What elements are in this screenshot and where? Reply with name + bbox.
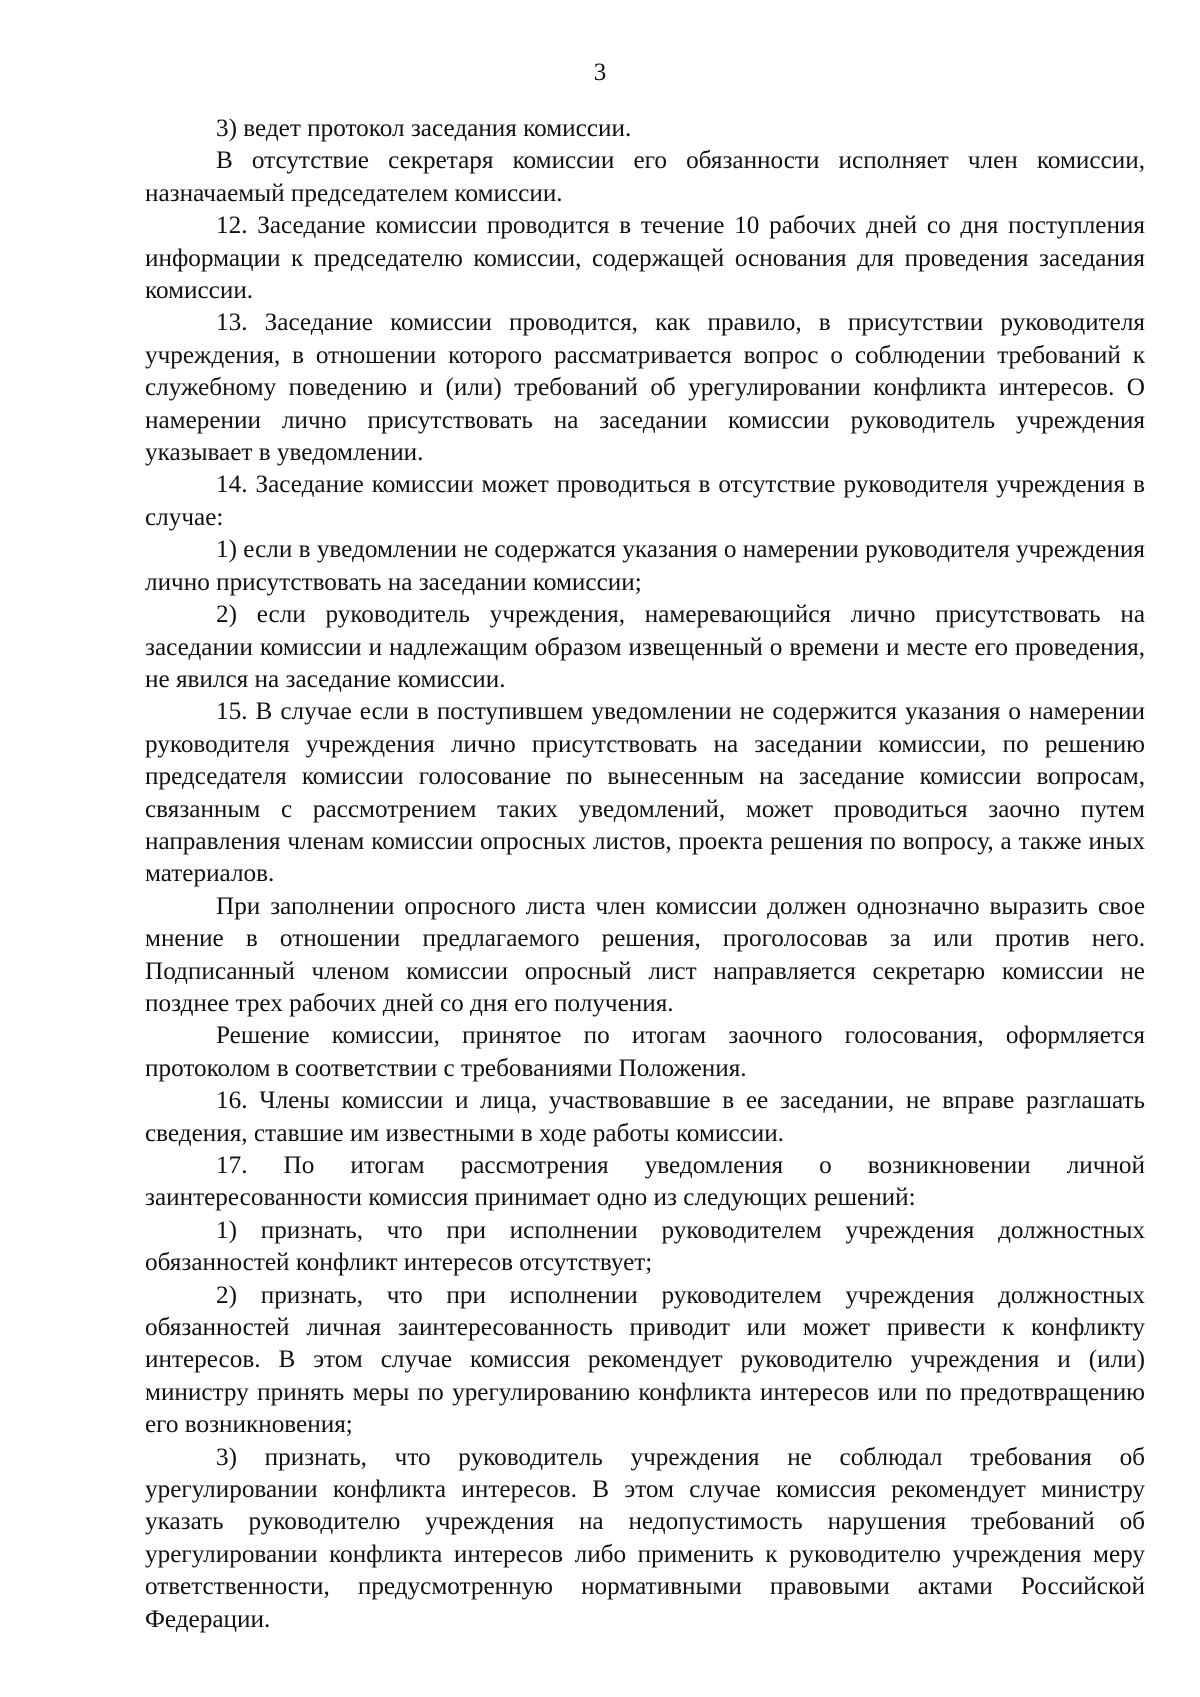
paragraph-16: 16. Члены комиссии и лица, участвовавшие в ее заседании, не вправе разглашать сведения, ставшие им известными в ходе работы комиссии. bbox=[145, 1087, 1145, 1147]
paragraph-14: 14. Заседание комиссии может проводиться в отсутствие руководителя учреждения в случае: bbox=[145, 471, 1145, 531]
paragraph-17-item-3: 3) признать, что руководитель учреждения не соблюдал требования об урегулировании конфликта интересов. В этом случае комиссия рекомендует министру указать руководителю учреждения на недопустимость нарушения требований об урегулировании конфликта интересов либо применить к руководителю учреждения меру ответственности, предусмотренную нормативными правовыми актами Российской Федерации. bbox=[145, 1443, 1145, 1633]
paragraph-17: 17. По итогам рассмотрения уведомления о возникновении личной заинтересованности комиссия принимает одно из следующих решений: bbox=[145, 1152, 1145, 1212]
paragraph-14-item-1: 1) если в уведомлении не содержатся указания о намерении руководителя учреждения лично присутствовать на заседании комиссии; bbox=[145, 536, 1145, 596]
paragraph-17-item-1: 1) признать, что при исполнении руководителем учреждения должностных обязанностей конфликт интересов отсутствует; bbox=[145, 1216, 1145, 1277]
paragraph-15-decision: Решение комиссии, принятое по итогам заочного голосования, оформляется протоколом в соответствии с требованиями Положения. bbox=[145, 1022, 1145, 1082]
paragraph-12: 12. Заседание комиссии проводится в течение 10 рабочих дней со дня поступления информации к председателю комиссии, содержащей основания для проведения заседания комиссии. bbox=[145, 212, 1145, 305]
paragraph-15: 15. В случае если в поступившем уведомлении не содержится указания о намерении руководителя учреждения лично присутствовать на заседании комиссии, по решению председателя комиссии голосование по вынесенным на заседание комиссии вопросам, связанным с рассмотрением таких уведомлений, может проводиться заочно путем направления членам комиссии опросных листов, проекта решения по вопросу, а также иных материалов. bbox=[145, 698, 1145, 888]
paragraph-item-3-protocol: 3) ведет протокол заседания комиссии. bbox=[216, 115, 632, 142]
page-number: 3 bbox=[593, 59, 607, 86]
paragraph-17-item-2: 2) признать, что при исполнении руководителем учреждения должностных обязанностей личная заинтересованность приводит или может привести к конфликту интересов. В этом случае комиссия рекомендует руководителю учреждения и (или) министру принять меры по урегулированию конфликта интересов или по предотвращению его возникновения; bbox=[145, 1281, 1145, 1439]
paragraph-15-questionnaire: При заполнении опросного листа член комиссии должен однозначно выразить свое мнение в отношении предлагаемого решения, проголосовав за или против него. Подписанный членом комиссии опросный лист направляется секретарю комиссии не позднее трех рабочих дней со дня его получения. bbox=[145, 892, 1145, 1017]
paragraph-14-item-2: 2) если руководитель учреждения, намеревающийся лично присутствовать на заседании комиссии и надлежащим образом извещенный о времени и месте его проведения, не явился на заседание комиссии. bbox=[145, 601, 1145, 693]
document-body bbox=[145, 113, 1145, 1636]
paragraph-secretary-absence: В отсутствие секретаря комиссии его обязанности исполняет член комиссии, назначаемый председателем комиссии. bbox=[145, 147, 1145, 207]
paragraph-13: 13. Заседание комиссии проводится, как правило, в присутствии руководителя учреждения, в отношении которого рассматривается вопрос о соблюдении требований к служебному поведению и (или) требований об урегулировании конфликта интересов. О намерении лично присутствовать на заседании комиссии руководитель учреждения указывает в уведомлении. bbox=[145, 309, 1145, 467]
